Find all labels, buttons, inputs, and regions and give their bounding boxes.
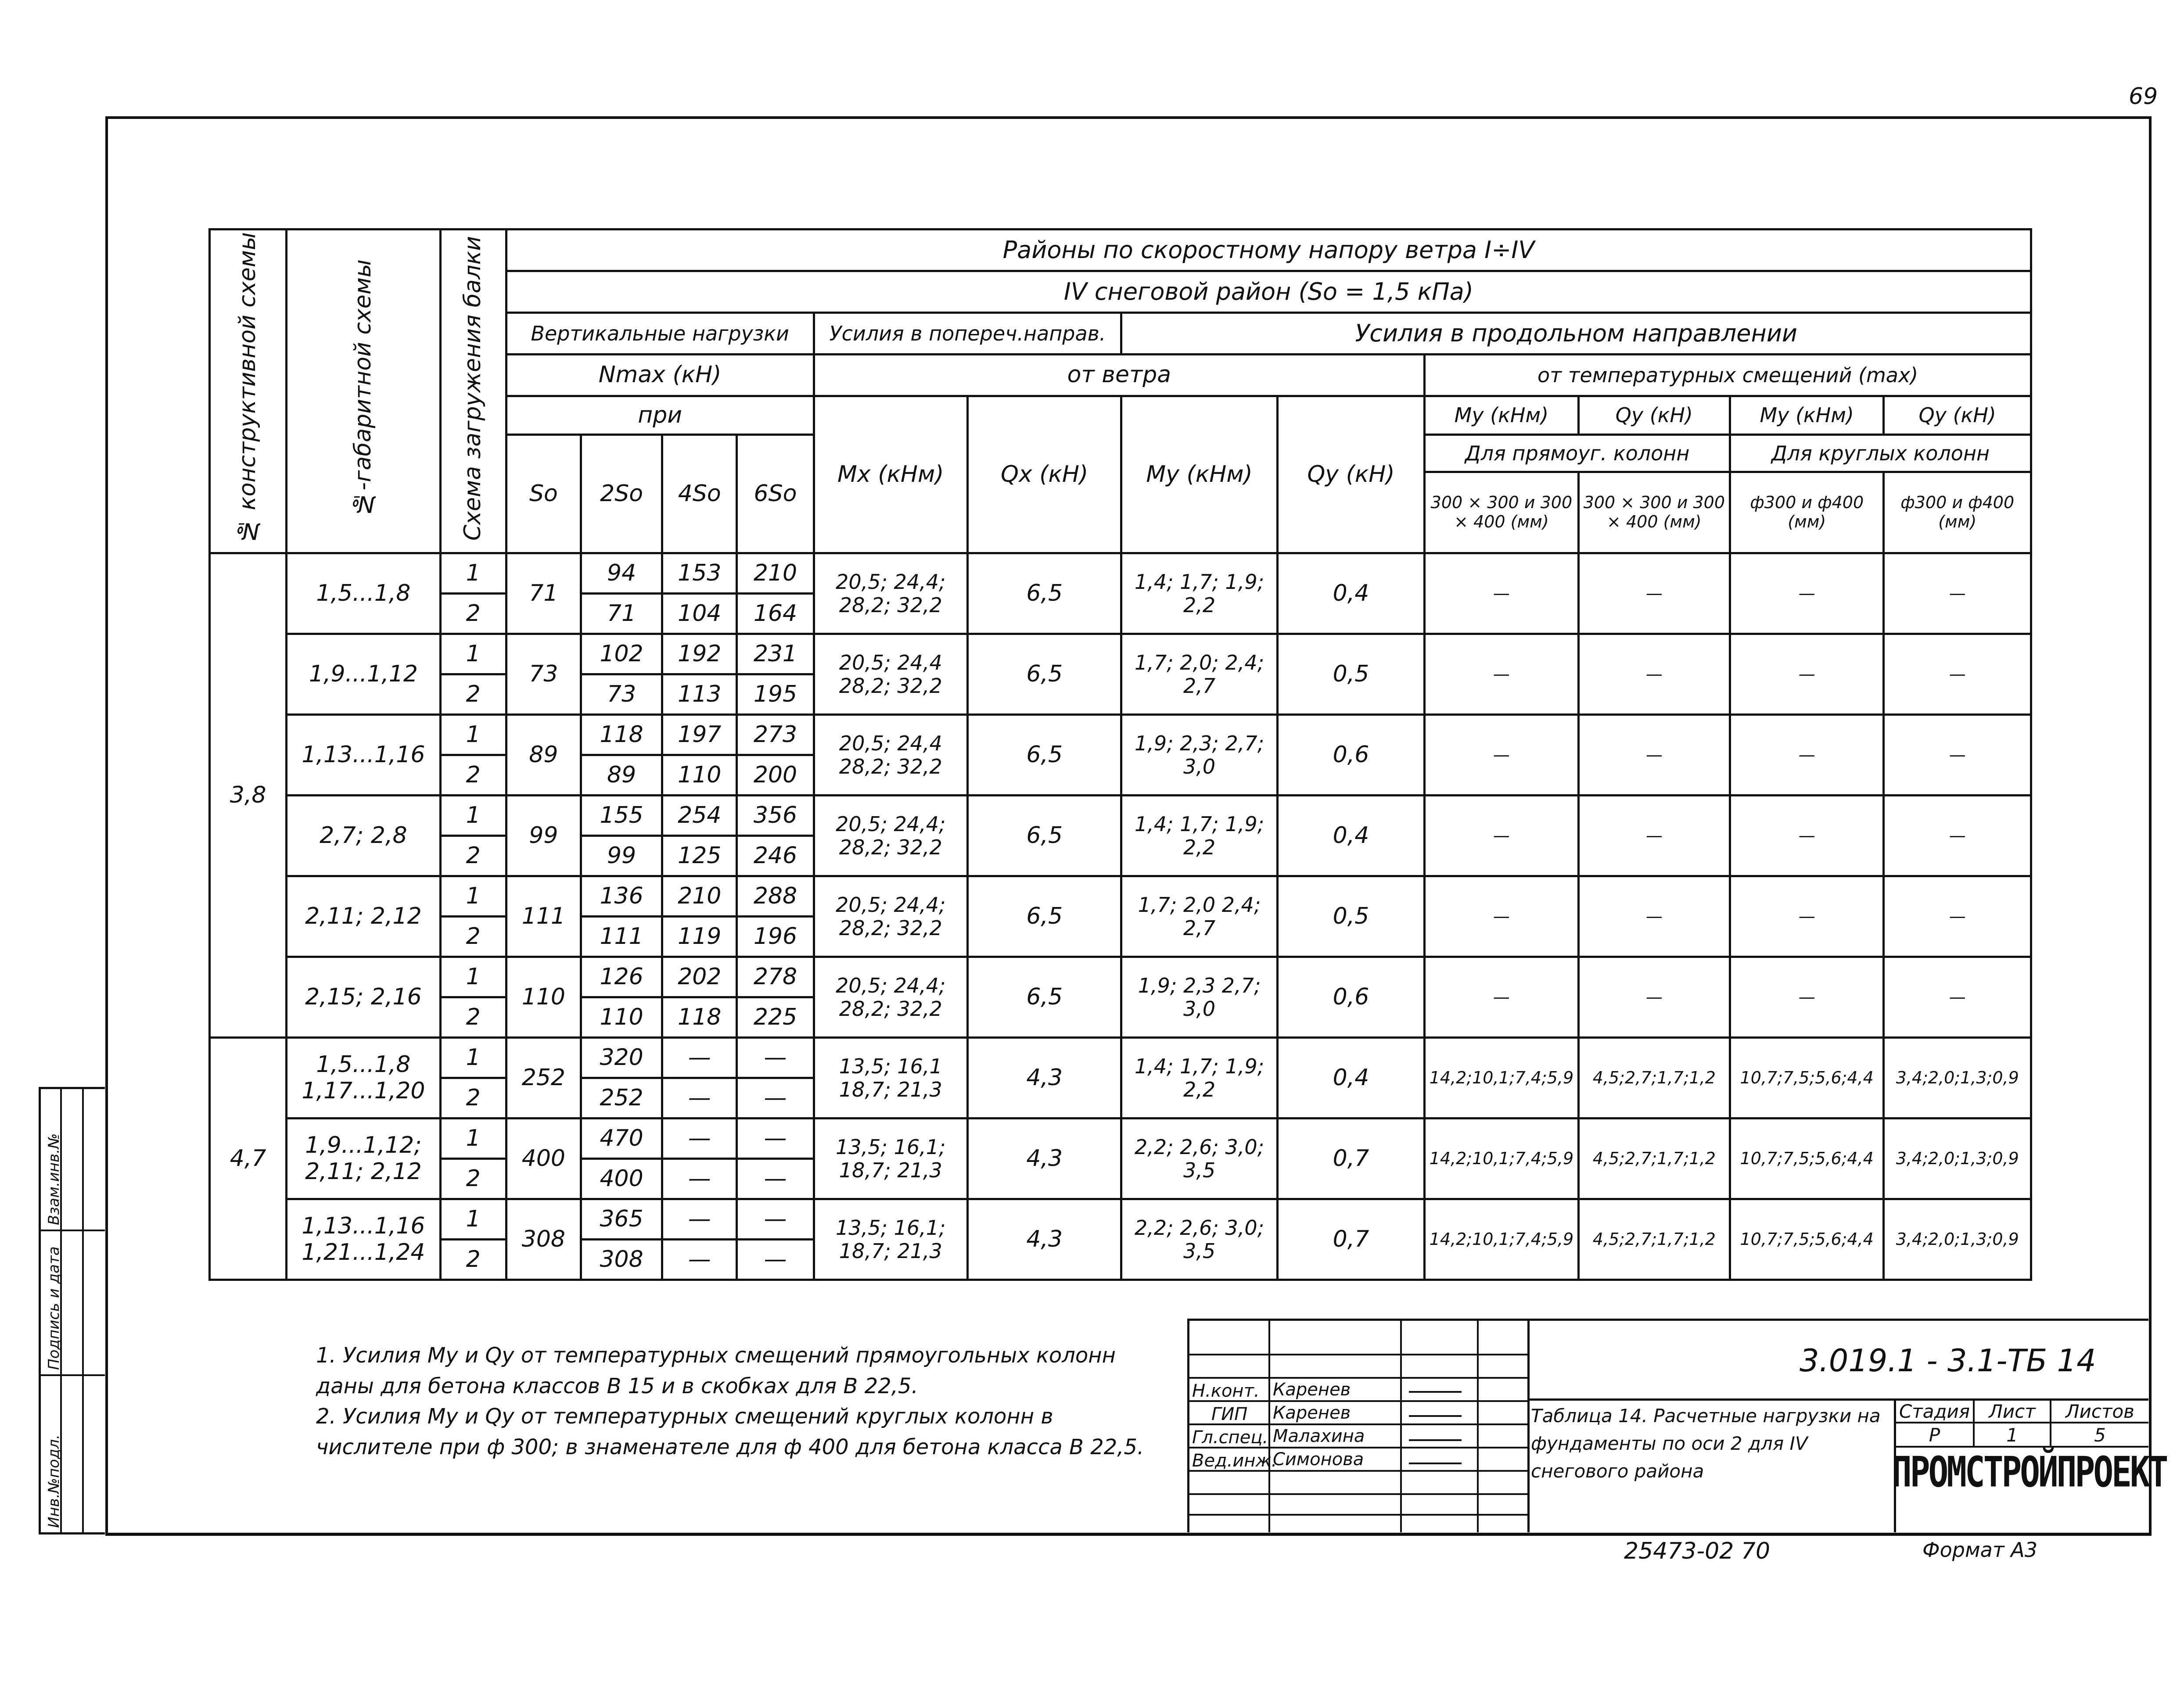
header-6s0: 6Sо [737, 435, 814, 553]
header-rect-size-1: 300 × 300 и 300 × 400 (мм) [1425, 472, 1578, 553]
load-scheme-cell: 2 [440, 836, 506, 876]
scheme-cell: 4,7 [210, 1038, 287, 1280]
load-table [208, 228, 2032, 1281]
qy-cell: 0,4 [1277, 1038, 1424, 1119]
qy-cell: 0,4 [1277, 553, 1424, 634]
side-stamp-sign-date: Подпись и дата [45, 1246, 63, 1370]
temp-my-rect-cell: 14,2;10,1;7,4;5,9 [1425, 1119, 1578, 1199]
header-my: My (кНм) [1121, 396, 1277, 553]
document-code: 3.019.1 - 3.1-ТБ 14 [1800, 1343, 2096, 1379]
header-4s0: 4Sо [662, 435, 737, 553]
gabarit-cell: 1,13...1,16 1,21...1,24 [287, 1199, 440, 1280]
table-row [210, 1199, 2031, 1240]
temp-qy-rect-cell: — [1578, 715, 1730, 796]
role-ved-inzh: Вед.инж. [1192, 1451, 1277, 1471]
nmax-2s0-cell: 110 [581, 997, 662, 1038]
my-cell: 2,2; 2,6; 3,0; 3,5 [1121, 1199, 1277, 1280]
nmax-2s0-cell: 89 [581, 755, 662, 796]
nmax-6s0-cell: — [737, 1199, 814, 1240]
nmax-2s0-cell: 136 [581, 876, 662, 917]
nmax-4s0-cell: 202 [662, 957, 737, 997]
gabarit-cell: 1,9...1,12 [287, 634, 440, 715]
temp-qy-round-cell: — [1884, 957, 2031, 1038]
nmax-6s0-cell: 200 [737, 755, 814, 796]
nmax-4s0-cell: 254 [662, 796, 737, 836]
nmax-4s0-cell: — [662, 1078, 737, 1119]
nmax-s0-cell: 99 [506, 796, 581, 876]
table-row [210, 715, 2031, 755]
header-schema-no: № конструктивной схемы [234, 232, 261, 544]
temp-my-rect-cell: — [1425, 715, 1578, 796]
temp-my-round-cell: — [1730, 553, 1884, 634]
nmax-6s0-cell: 195 [737, 674, 814, 715]
nmax-s0-cell: 89 [506, 715, 581, 796]
nmax-2s0-cell: 126 [581, 957, 662, 997]
name-gl-spec: Малахина [1273, 1426, 1365, 1446]
mx-cell: 13,5; 16,1 18,7; 21,3 [814, 1038, 967, 1119]
load-scheme-cell: 2 [440, 1159, 506, 1199]
notes [228, 1341, 1172, 1463]
temp-qy-round-cell: — [1884, 553, 2031, 634]
nmax-4s0-cell: 125 [662, 836, 737, 876]
temp-qy-round-cell: — [1884, 876, 2031, 957]
table-row [210, 1119, 2031, 1159]
nmax-6s0-cell: 246 [737, 836, 814, 876]
mx-cell: 20,5; 24,4; 28,2; 32,2 [814, 957, 967, 1038]
load-scheme-cell: 2 [440, 1240, 506, 1280]
load-scheme-cell: 1 [440, 1038, 506, 1078]
role-n-kont: Н.конт. [1192, 1381, 1260, 1401]
qy-cell: 0,7 [1277, 1119, 1424, 1199]
nmax-6s0-cell: — [737, 1159, 814, 1199]
nmax-2s0-cell: 111 [581, 917, 662, 957]
header-rect-size-2: 300 × 300 и 300 × 400 (мм) [1578, 472, 1730, 553]
nmax-2s0-cell: 320 [581, 1038, 662, 1078]
load-scheme-cell: 1 [440, 957, 506, 997]
qy-cell: 0,7 [1277, 1199, 1424, 1280]
paper-format: Формат А3 [1922, 1538, 2037, 1562]
nmax-6s0-cell: 231 [737, 634, 814, 674]
header-snow-region: IV снеговой район (Sо = 1,5 кПа) [506, 271, 2031, 313]
load-scheme-cell: 2 [440, 594, 506, 634]
header-my-rect: My (кНм) [1425, 396, 1578, 435]
load-scheme-cell: 1 [440, 876, 506, 917]
temp-qy-rect-cell: — [1578, 634, 1730, 715]
table-row [210, 957, 2031, 997]
nmax-2s0-cell: 118 [581, 715, 662, 755]
temp-my-round-cell: 10,7;7,5;5,6;4,4 [1730, 1119, 1884, 1199]
header-longitudinal-forces: Усилия в продольном направлении [1121, 313, 2031, 355]
nmax-6s0-cell: — [737, 1240, 814, 1280]
nmax-s0-cell: 400 [506, 1119, 581, 1199]
nmax-6s0-cell: 210 [737, 553, 814, 594]
temp-my-rect-cell: — [1425, 957, 1578, 1038]
nmax-6s0-cell: — [737, 1038, 814, 1078]
header-load-scheme: Схема загружения балки [460, 236, 486, 541]
signature [1409, 1378, 1462, 1393]
mx-cell: 20,5; 24,4 28,2; 32,2 [814, 634, 967, 715]
nmax-s0-cell: 308 [506, 1199, 581, 1280]
qx-cell: 6,5 [967, 553, 1121, 634]
temp-my-round-cell: 10,7;7,5;5,6;4,4 [1730, 1038, 1884, 1119]
load-scheme-cell: 2 [440, 997, 506, 1038]
nmax-4s0-cell: — [662, 1159, 737, 1199]
nmax-2s0-cell: 308 [581, 1240, 662, 1280]
temp-my-round-cell: — [1730, 957, 1884, 1038]
nmax-6s0-cell: — [737, 1078, 814, 1119]
header-my-round: My (кНм) [1730, 396, 1884, 435]
table-row [210, 553, 2031, 594]
header-vertical-loads: Вертикальные нагрузки [506, 313, 814, 355]
nmax-s0-cell: 111 [506, 876, 581, 957]
qx-cell: 4,3 [967, 1199, 1121, 1280]
table-body [210, 553, 2031, 1280]
nmax-2s0-cell: 71 [581, 594, 662, 634]
sheets-label: Листов [2065, 1401, 2134, 1422]
nmax-s0-cell: 73 [506, 634, 581, 715]
load-scheme-cell: 2 [440, 1078, 506, 1119]
qx-cell: 4,3 [967, 1119, 1121, 1199]
nmax-4s0-cell: 197 [662, 715, 737, 755]
archive-number: 25473-02 70 [1624, 1538, 1771, 1564]
nmax-2s0-cell: 470 [581, 1119, 662, 1159]
header-2s0: 2Sо [581, 435, 662, 553]
temp-my-rect-cell: — [1425, 553, 1578, 634]
load-scheme-cell: 1 [440, 796, 506, 836]
temp-qy-round-cell: 3,4;2,0;1,3;0,9 [1884, 1038, 2031, 1119]
load-scheme-cell: 1 [440, 1119, 506, 1159]
header-round-columns: Для круглых колонн [1730, 435, 2031, 472]
temp-my-round-cell: — [1730, 796, 1884, 876]
nmax-4s0-cell: 118 [662, 997, 737, 1038]
nmax-6s0-cell: 288 [737, 876, 814, 917]
load-scheme-cell: 1 [440, 634, 506, 674]
my-cell: 1,4; 1,7; 1,9; 2,2 [1121, 796, 1277, 876]
signature [1409, 1402, 1462, 1417]
gabarit-cell: 2,7; 2,8 [287, 796, 440, 876]
nmax-2s0-cell: 365 [581, 1199, 662, 1240]
nmax-4s0-cell: — [662, 1240, 737, 1280]
temp-qy-round-cell: 3,4;2,0;1,3;0,9 [1884, 1119, 2031, 1199]
sheet-value: 1 [2006, 1424, 2018, 1446]
gabarit-cell: 1,5...1,8 [287, 553, 440, 634]
my-cell: 1,4; 1,7; 1,9; 2,2 [1121, 553, 1277, 634]
qx-cell: 6,5 [967, 796, 1121, 876]
qy-cell: 0,6 [1277, 715, 1424, 796]
temp-qy-rect-cell: — [1578, 553, 1730, 634]
scheme-cell: 3,8 [210, 553, 287, 1038]
nmax-2s0-cell: 94 [581, 553, 662, 594]
temp-qy-rect-cell: 4,5;2,7;1,7;1,2 [1578, 1038, 1730, 1119]
nmax-4s0-cell: 119 [662, 917, 737, 957]
nmax-2s0-cell: 102 [581, 634, 662, 674]
mx-cell: 20,5; 24,4 28,2; 32,2 [814, 715, 967, 796]
nmax-s0-cell: 71 [506, 553, 581, 634]
nmax-4s0-cell: 113 [662, 674, 737, 715]
nmax-2s0-cell: 252 [581, 1078, 662, 1119]
qx-cell: 6,5 [967, 634, 1121, 715]
temp-qy-rect-cell: 4,5;2,7;1,7;1,2 [1578, 1199, 1730, 1280]
note-1: 1. Усилия My и Qy от температурных смещений прямоугольных колонн даны для бетона классов В 15 и в скобках для В 22,5. [316, 1343, 1116, 1398]
header-gabarit-no: №-габаритной схемы [350, 259, 376, 517]
gabarit-cell: 1,13...1,16 [287, 715, 440, 796]
qx-cell: 6,5 [967, 876, 1121, 957]
qx-cell: 6,5 [967, 715, 1121, 796]
nmax-6s0-cell: 273 [737, 715, 814, 755]
my-cell: 1,9; 2,3; 2,7; 3,0 [1121, 715, 1277, 796]
gabarit-cell: 2,15; 2,16 [287, 957, 440, 1038]
header-qx: Qх (кН) [967, 396, 1121, 553]
nmax-4s0-cell: 210 [662, 876, 737, 917]
gabarit-cell: 1,9...1,12; 2,11; 2,12 [287, 1119, 440, 1199]
qx-cell: 4,3 [967, 1038, 1121, 1119]
header-round-size-1: ф300 и ф400 (мм) [1730, 472, 1884, 553]
header-from-temp: от температурных смещений (max) [1425, 355, 2031, 396]
nmax-s0-cell: 252 [506, 1038, 581, 1119]
nmax-s0-cell: 110 [506, 957, 581, 1038]
sheet-title: Таблица 14. Расчетные нагрузки на фундаменты по оси 2 для IV снегового района [1531, 1405, 1881, 1482]
header-round-size-2: ф300 и ф400 (мм) [1884, 472, 2031, 553]
my-cell: 2,2; 2,6; 3,0; 3,5 [1121, 1119, 1277, 1199]
side-stamp-inv-no: Инв.№подл. [45, 1434, 63, 1528]
header-qy: Qy (кН) [1277, 396, 1424, 553]
load-scheme-cell: 1 [440, 553, 506, 594]
role-gip: ГИП [1211, 1404, 1248, 1424]
table-row [210, 796, 2031, 836]
header-rect-columns: Для прямоуг. колонн [1425, 435, 1730, 472]
temp-my-rect-cell: — [1425, 634, 1578, 715]
mx-cell: 13,5; 16,1; 18,7; 21,3 [814, 1199, 967, 1280]
temp-my-round-cell: — [1730, 634, 1884, 715]
temp-qy-round-cell: — [1884, 634, 2031, 715]
load-scheme-cell: 2 [440, 755, 506, 796]
temp-my-round-cell: — [1730, 715, 1884, 796]
name-n-kont: Каренев [1273, 1380, 1351, 1400]
nmax-2s0-cell: 155 [581, 796, 662, 836]
temp-qy-round-cell: 3,4;2,0;1,3;0,9 [1884, 1199, 2031, 1280]
load-scheme-cell: 2 [440, 674, 506, 715]
name-gip: Каренев [1273, 1403, 1351, 1423]
nmax-4s0-cell: 110 [662, 755, 737, 796]
header-wind-regions: Районы по скоростному напору ветра I÷IV [506, 229, 2031, 271]
my-cell: 1,4; 1,7; 1,9; 2,2 [1121, 1038, 1277, 1119]
my-cell: 1,9; 2,3 2,7; 3,0 [1121, 957, 1277, 1038]
nmax-4s0-cell: — [662, 1199, 737, 1240]
temp-my-round-cell: 10,7;7,5;5,6;4,4 [1730, 1199, 1884, 1280]
nmax-2s0-cell: 400 [581, 1159, 662, 1199]
nmax-2s0-cell: 99 [581, 836, 662, 876]
temp-qy-round-cell: — [1884, 796, 2031, 876]
header-mx: Mх (кНм) [814, 396, 967, 553]
organization-name: ПРОМСТРОЙПРОЕКТ [1892, 1447, 2167, 1497]
nmax-6s0-cell: 225 [737, 997, 814, 1038]
my-cell: 1,7; 2,0 2,4; 2,7 [1121, 876, 1277, 957]
role-gl-spec: Гл.спец. [1192, 1427, 1268, 1448]
nmax-4s0-cell: — [662, 1119, 737, 1159]
my-cell: 1,7; 2,0; 2,4; 2,7 [1121, 634, 1277, 715]
qy-cell: 0,5 [1277, 634, 1424, 715]
signature [1409, 1449, 1462, 1464]
mx-cell: 13,5; 16,1; 18,7; 21,3 [814, 1119, 967, 1199]
page-number: 69 [2129, 83, 2158, 110]
load-scheme-cell: 1 [440, 1199, 506, 1240]
signature [1409, 1426, 1462, 1441]
header-qy-rect: Qy (кН) [1578, 396, 1730, 435]
header-s0: Sо [506, 435, 581, 553]
temp-qy-rect-cell: — [1578, 876, 1730, 957]
nmax-4s0-cell: — [662, 1038, 737, 1078]
qy-cell: 0,4 [1277, 796, 1424, 876]
nmax-6s0-cell: — [737, 1119, 814, 1159]
nmax-4s0-cell: 192 [662, 634, 737, 674]
sheet-label: Лист [1989, 1401, 2036, 1422]
mx-cell: 20,5; 24,4; 28,2; 32,2 [814, 876, 967, 957]
nmax-6s0-cell: 278 [737, 957, 814, 997]
header-nmax: Nmax (кН) [506, 355, 814, 396]
mx-cell: 20,5; 24,4; 28,2; 32,2 [814, 796, 967, 876]
mx-cell: 20,5; 24,4; 28,2; 32,2 [814, 553, 967, 634]
temp-my-rect-cell: — [1425, 876, 1578, 957]
load-scheme-cell: 2 [440, 917, 506, 957]
qy-cell: 0,5 [1277, 876, 1424, 957]
stage-label: Стадия [1899, 1401, 1970, 1422]
note-2: 2. Усилия My и Qy от температурных смещений круглых колонн в числителе при ф 300; в знаменателе для ф 400 для бетона класса В 22,5. [316, 1404, 1144, 1459]
header-qy-round: Qy (кН) [1884, 396, 2031, 435]
table-row [210, 876, 2031, 917]
sheets-value: 5 [2094, 1424, 2106, 1446]
nmax-6s0-cell: 196 [737, 917, 814, 957]
table-row [210, 634, 2031, 674]
stage-value: Р [1929, 1424, 1940, 1446]
table-row [210, 1038, 2031, 1078]
gabarit-cell: 1,5...1,8 1,17...1,20 [287, 1038, 440, 1119]
temp-qy-rect-cell: — [1578, 796, 1730, 876]
temp-my-rect-cell: 14,2;10,1;7,4;5,9 [1425, 1199, 1578, 1280]
nmax-4s0-cell: 153 [662, 553, 737, 594]
header-from-wind: от ветра [814, 355, 1425, 396]
nmax-2s0-cell: 73 [581, 674, 662, 715]
temp-qy-round-cell: — [1884, 715, 2031, 796]
header-at: при [506, 396, 814, 435]
qy-cell: 0,6 [1277, 957, 1424, 1038]
nmax-4s0-cell: 104 [662, 594, 737, 634]
qx-cell: 6,5 [967, 957, 1121, 1038]
header-transverse-forces: Усилия в попереч.направ. [814, 313, 1121, 355]
temp-my-rect-cell: 14,2;10,1;7,4;5,9 [1425, 1038, 1578, 1119]
load-scheme-cell: 1 [440, 715, 506, 755]
gabarit-cell: 2,11; 2,12 [287, 876, 440, 957]
temp-qy-rect-cell: 4,5;2,7;1,7;1,2 [1578, 1119, 1730, 1199]
side-stamp-replaced-inv: Взам.инв.№ [45, 1133, 63, 1225]
temp-my-round-cell: — [1730, 876, 1884, 957]
nmax-6s0-cell: 356 [737, 796, 814, 836]
side-stamp [39, 1087, 105, 1534]
nmax-6s0-cell: 164 [737, 594, 814, 634]
temp-my-rect-cell: — [1425, 796, 1578, 876]
temp-qy-rect-cell: — [1578, 957, 1730, 1038]
name-ved-inzh: Симонова [1273, 1449, 1364, 1470]
